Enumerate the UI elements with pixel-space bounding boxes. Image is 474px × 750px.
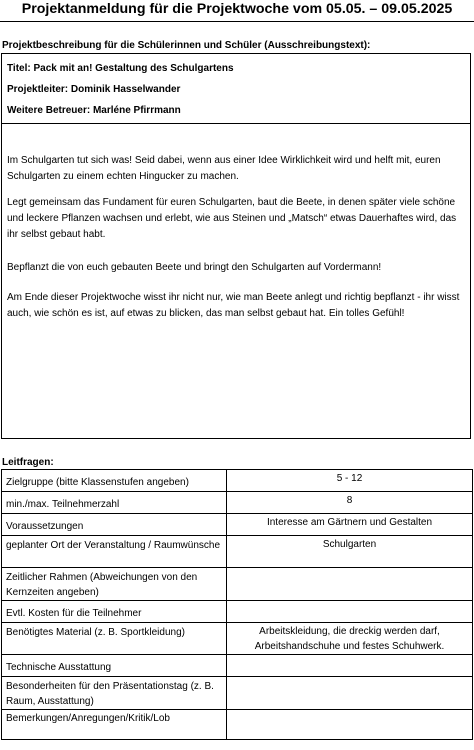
row-label: Evtl. Kosten für die Teilnehmer: [2, 601, 227, 623]
row-value[interactable]: [227, 568, 473, 601]
title-divider: [0, 21, 474, 22]
leitfragen-heading: Leitfragen:: [2, 457, 54, 468]
row-label: Benötigtes Material (z. B. Sportkleidung): [2, 623, 227, 655]
row-label: min./max. Teilnehmerzahl: [2, 492, 227, 514]
table-row: [2, 623, 473, 655]
row-label: Bemerkungen/Anregungen/Kritik/Lob: [2, 710, 227, 740]
row-value[interactable]: [227, 710, 473, 740]
description-paragraph: Legt gemeinsam das Fundament für euren Schulgarten, baut die Beete, in denen später viele schöne und leckere Pflanzen wachsen und erlebt, wie aus Steinen und „Matsch“ etwas Dauerhaftes wird, das ihr selbst gebaut habt.: [7, 197, 457, 240]
description-paragraph: Im Schulgarten tut sich was! Seid dabei, wenn aus einer Idee Wirklichkeit wird und helft mit, euren Schulgarten zu einem echten Hingucker zu machen.: [7, 155, 441, 182]
description-heading: Projektbeschreibung für die Schülerinnen und Schüler (Ausschreibungstext):: [2, 40, 371, 51]
row-label: Zielgruppe (bitte Klassenstufen angeben): [2, 470, 227, 492]
row-label: geplanter Ort der Veranstaltung / Raumwünsche: [2, 536, 227, 568]
row-label: Technische Ausstattung: [2, 655, 227, 677]
table-row: [2, 710, 473, 740]
row-value[interactable]: 8: [227, 492, 473, 514]
row-value[interactable]: [227, 655, 473, 677]
project-meta-box: [1, 53, 471, 124]
table-row: [2, 470, 473, 492]
table-row: [2, 536, 473, 568]
table-row: [2, 492, 473, 514]
table-row: [2, 568, 473, 601]
row-value[interactable]: 5 - 12: [227, 470, 473, 492]
row-value[interactable]: Interesse am Gärtnern und Gestalten: [227, 514, 473, 536]
row-value[interactable]: [227, 677, 473, 710]
row-label: Zeitlicher Rahmen (Abweichungen von den Kernzeiten angeben): [2, 568, 227, 601]
project-title: Titel: Pack mit an! Gestaltung des Schulgartens: [7, 63, 234, 74]
row-value[interactable]: Arbeitskleidung, die dreckig werden darf, Arbeitshandschuhe und festes Schuhwerk.: [227, 623, 473, 655]
description-paragraph: Bepflanzt die von euch gebauten Beete und bringt den Schulgarten auf Vordermann!: [7, 262, 382, 273]
row-value[interactable]: Schulgarten: [227, 536, 473, 568]
row-value[interactable]: [227, 601, 473, 623]
project-leader: Projektleiter: Dominik Hasselwander: [7, 84, 181, 95]
row-label: Besonderheiten für den Präsentationstag (z. B. Raum, Ausstattung): [2, 677, 227, 710]
description-paragraph: Am Ende dieser Projektwoche wisst ihr nicht nur, wie man Beete anlegt und richtig bepflanzt - ihr wisst auch, wie schön es ist, auf etwas zu blicken, das man selbst gebaut hat. Ein tolles Gefühl!: [7, 292, 460, 319]
row-label: Voraussetzungen: [2, 514, 227, 536]
page-title: Projektanmeldung für die Projektwoche vom 05.05. – 09.05.2025: [21, 1, 453, 17]
table-row: [2, 514, 473, 536]
table-row: [2, 601, 473, 623]
project-description-box: [1, 123, 471, 439]
additional-supervisor: Weitere Betreuer: Marléne Pfirrmann: [7, 105, 181, 116]
table-row: [2, 677, 473, 710]
table-row: [2, 655, 473, 677]
leitfragen-table: [1, 469, 473, 740]
